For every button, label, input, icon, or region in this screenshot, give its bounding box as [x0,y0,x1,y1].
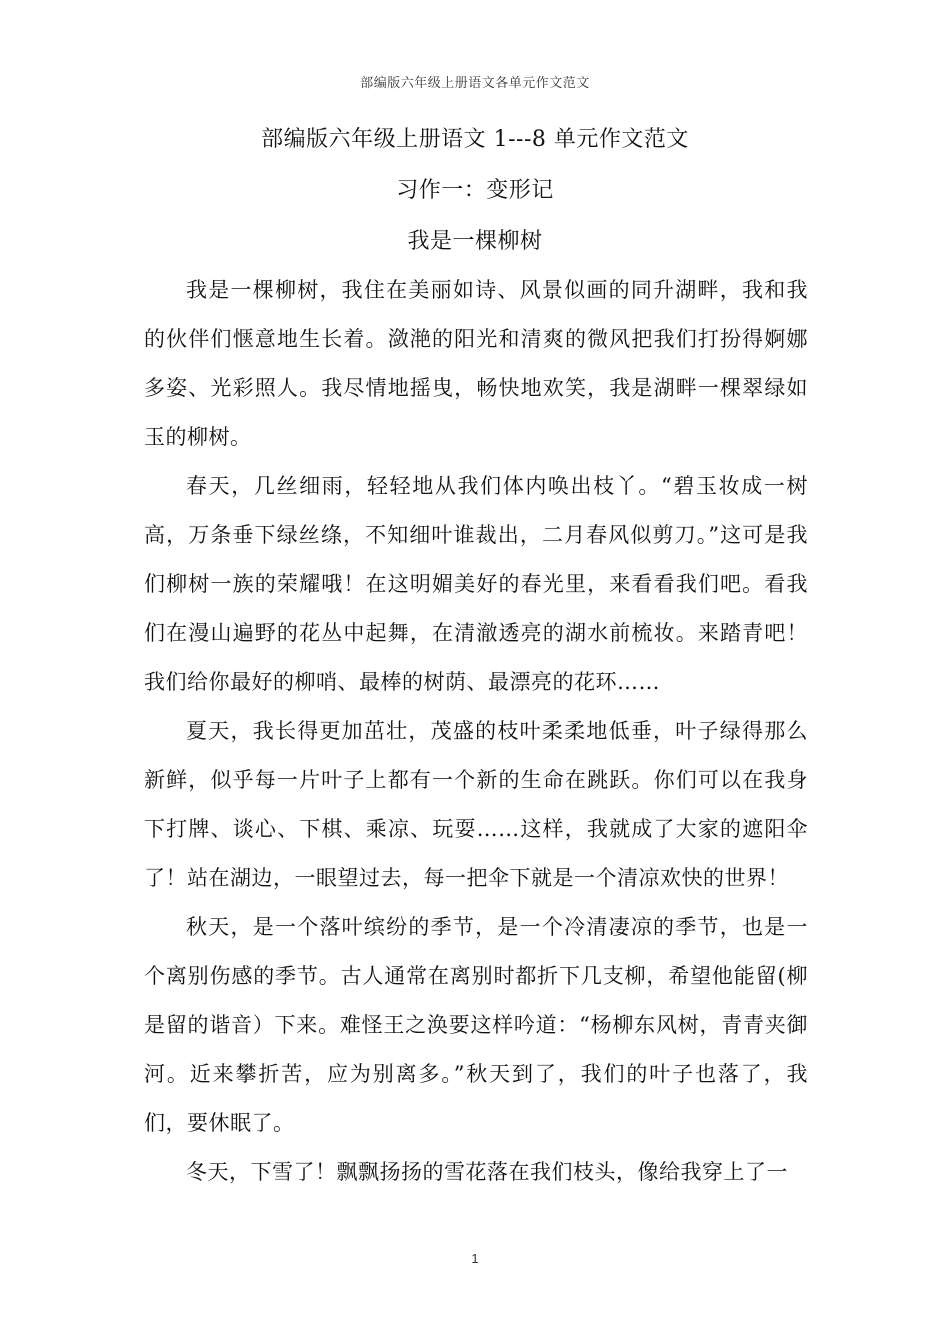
section-title: 习作一：变形记 [396,178,554,203]
paragraph-autumn: 秋天，是一个落叶缤纷的季节，是一个冷清凄凉的季节，也是一个离别伤感的季节。古人通常在离别时都折下几支柳，希望他能留(柳是留的谐音）下来。难怪王之涣要这样吟道：“杨柳东风树，青青夹御河。近来攀折苦，应为别离多。”秋天到了，我们的叶子也落了，我们，要休眠了。 [144,915,808,1135]
paragraph-winter: 冬天，下雪了！飘飘扬扬的雪花落在我们枝头，像给我穿上了一 [186,1160,788,1184]
running-header: 部编版六年级上册语文各单元作文范文 [360,76,590,91]
paragraph-spring: 春天，几丝细雨，轻轻地从我们体内唤出枝丫。“碧玉妆成一树高，万条垂下绿丝绦，不知细叶谁裁出，二月春风似剪刀。”这可是我们柳树一族的荣耀哦！在这明媚美好的春光里，来看看我们吧。看我们在漫山遍野的花丛中起舞，在清澈透亮的湖水前梳妆。来踏青吧！我们给你最好的柳哨、最棒的树荫、最漂亮的花环…… [144,474,808,694]
document-title: 部编版六年级上册语文 1---8 单元作文范文 [261,127,689,152]
paragraph-summer: 夏天，我长得更加茁壮，茂盛的枝叶柔柔地低垂，叶子绿得那么新鲜，似乎每一片叶子上都有一个新的生命在跳跃。你们可以在我身下打牌、谈心、下棋、乘凉、玩耍……这样，我就成了大家的遮阳伞了！站在湖边，一眼望过去，每一把伞下就是一个清凉欢快的世界！ [144,719,808,890]
essay-body [144,266,808,1197]
page-number: 1 [471,1251,479,1266]
essay-title: 我是一棵柳树 [407,229,543,254]
paragraph-intro: 我是一棵柳树，我住在美丽如诗、风景似画的同升湖畔，我和我的伙伴们惬意地生长着。潋滟的阳光和清爽的微风把我们打扮得婀娜多姿、光彩照人。我尽情地摇曳，畅快地欢笑，我是湖畔一棵翠绿如玉的柳树。 [144,278,808,449]
